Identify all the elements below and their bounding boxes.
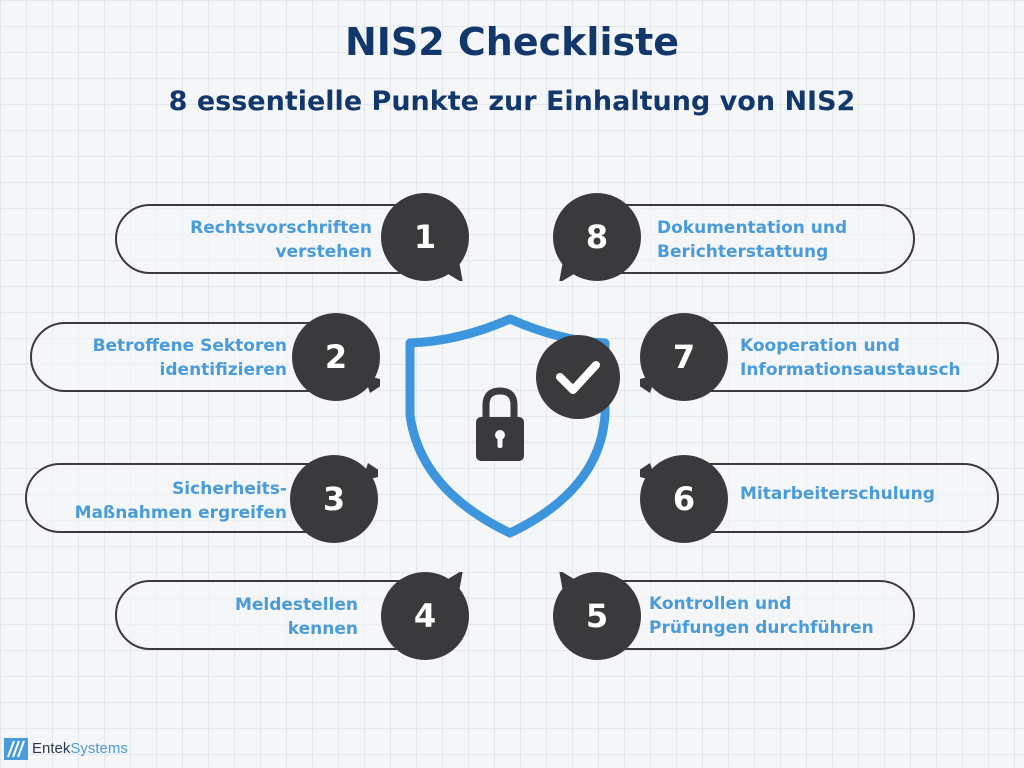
item-4-text <box>235 593 358 641</box>
item-8-text <box>657 216 847 264</box>
item-7-badge <box>640 313 728 401</box>
item-5-line1: Kontrollen und <box>649 594 792 614</box>
lock-icon <box>476 391 524 461</box>
item-2-badge <box>292 313 380 401</box>
checkmark-icon <box>536 335 620 419</box>
item-1-line1: Rechtsvorschriften <box>190 218 372 238</box>
page-subtitle: 8 essentielle Punkte zur Einhaltung von NIS2 <box>168 86 856 117</box>
item-3-line1: Sicherheits- <box>172 479 287 499</box>
item-8-line1: Dokumentation und <box>657 218 848 238</box>
item-8-number: 8 <box>585 218 609 256</box>
shield-icon <box>400 305 625 545</box>
item-6-badge <box>640 455 728 543</box>
item-7-line2: Informationsaustausch <box>740 360 961 380</box>
item-7-number: 7 <box>672 338 696 376</box>
item-5-number: 5 <box>585 597 609 635</box>
item-2-line2: identifizieren <box>159 360 287 380</box>
page-title: NIS2 Checkliste <box>344 20 680 64</box>
item-6-number: 6 <box>672 480 696 518</box>
item-4-number: 4 <box>413 597 437 635</box>
item-6-text <box>740 482 935 506</box>
brand-name <box>32 740 128 757</box>
brand-part1: Entek <box>32 740 71 757</box>
item-3-badge <box>290 455 378 543</box>
item-3-number: 3 <box>322 480 346 518</box>
brand-part2: Systems <box>70 740 128 757</box>
item-8-badge <box>553 193 641 281</box>
item-1-number: 1 <box>413 218 437 256</box>
item-8-line2: Berichterstattung <box>657 242 829 262</box>
item-1-badge <box>381 193 469 281</box>
item-7-line1: Kooperation und <box>740 336 900 356</box>
item-7-text <box>740 334 961 382</box>
item-2-number: 2 <box>324 338 348 376</box>
item-2-line1: Betroffene Sektoren <box>92 336 287 356</box>
item-5-badge <box>553 572 641 660</box>
item-3-line2: Maßnahmen ergreifen <box>74 503 287 523</box>
item-5-line2: Prüfungen durchführen <box>649 618 874 638</box>
entek-logo-icon <box>4 738 28 760</box>
item-4-line2: kennen <box>287 619 358 639</box>
item-1-line2: verstehen <box>275 242 372 262</box>
item-1-text <box>190 216 372 264</box>
item-4-badge <box>381 572 469 660</box>
item-4-line1: Meldestellen <box>234 595 358 615</box>
item-2-text <box>93 334 287 382</box>
item-6-line1: Mitarbeiterschulung <box>740 484 935 504</box>
item-3-text <box>75 477 287 525</box>
item-5-text <box>649 592 874 640</box>
